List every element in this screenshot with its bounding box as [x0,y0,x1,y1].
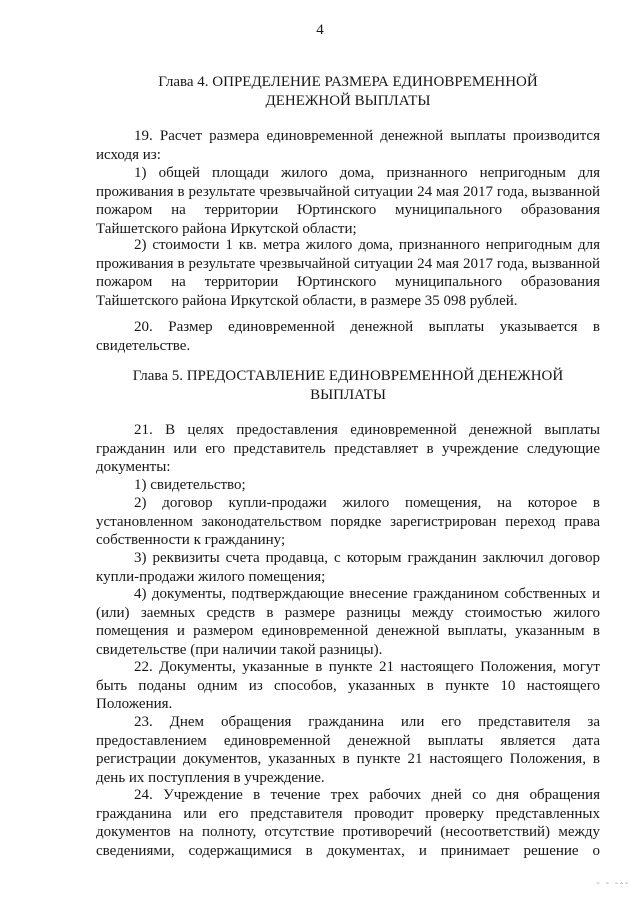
page-number: 4 [316,22,324,38]
chapter4-title-line2: ДЕНЕЖНОЙ ВЫПЛАТЫ [265,93,431,109]
paragraph-19: 19. Расчет размера единовременной денежной выплаты производится исходя из: [96,128,600,163]
paragraph-19-item-1: 1) общей площади жилого дома, признанного непригодным для проживания в результате чрезвычайной ситуации 24 мая 2017 года, вызванной пожаром на территории Юртинского муниципального образования Тайшетского района Иркутской области; [96,165,600,237]
paragraph-21-item-2: 2) договор купли-продажи жилого помещения, на которое в установленном законодательством порядке зарегистрирован переход права собственности к гражданину; [96,495,600,549]
paragraph-23: 23. Днем обращения гражданина или его представителя за предоставлением единовременной денежной выплаты является дата регистрации документов, указанных в пункте 21 настоящего Положения, в день их поступления в учреждение. [96,714,600,786]
scan-artifact-mark: ˜ ˜ ˜ˆ˜ [596,881,630,891]
paragraph-22: 22. Документы, указанные в пункте 21 настоящего Положения, могут быть поданы одним из способов, указанных в пункте 10 настоящего Положения. [96,659,600,713]
paragraph-21-item-3: 3) реквизиты счета продавца, с которым гражданин заключил договор купли-продажи жилого помещения; [96,550,600,585]
chapter4-title-line1: Глава 4. ОПРЕДЕЛЕНИЕ РАЗМЕРА ЕДИНОВРЕМЕННОЙ [158,74,538,90]
paragraph-21: 21. В целях предоставления единовременной денежной выплаты гражданин или его представитель представляет в учреждение следующие документы: [96,422,600,476]
paragraph-20: 20. Размер единовременной денежной выплаты указывается в свидетельстве. [96,319,600,354]
chapter5-title-line2: ВЫПЛАТЫ [310,387,386,403]
paragraph-19-item-2: 2) стоимости 1 кв. метра жилого дома, признанного непригодным для проживания в результате чрезвычайной ситуации 24 мая 2017 года, вызванной пожаром на территории Юртинского муниципального образования Тайшетского района Иркутской области, в размере 35 098 рублей. [96,237,600,309]
paragraph-21-item-4: 4) документы, подтверждающие внесение гражданином собственных и (или) заемных средств в размере разницы между стоимостью жилого помещения и размером единовременной денежной выплаты, указанным в свидетельстве (при наличии такой разницы). [96,586,600,658]
paragraph-24: 24. Учреждение в течение трех рабочих дней со дня обращения гражданина или его представителя проводит проверку представленных документов на полноту, отсутствие противоречий (несоответствий) между сведениями, содержащимися в документах, и принимает решение о [96,787,600,859]
chapter4-heading [96,73,600,111]
chapter5-title-line1: Глава 5. ПРЕДОСТАВЛЕНИЕ ЕДИНОВРЕМЕННОЙ ДЕНЕЖНОЙ [132,368,564,384]
paragraph-21-item-1: 1) свидетельство; [134,477,246,493]
chapter5-heading [96,367,600,405]
